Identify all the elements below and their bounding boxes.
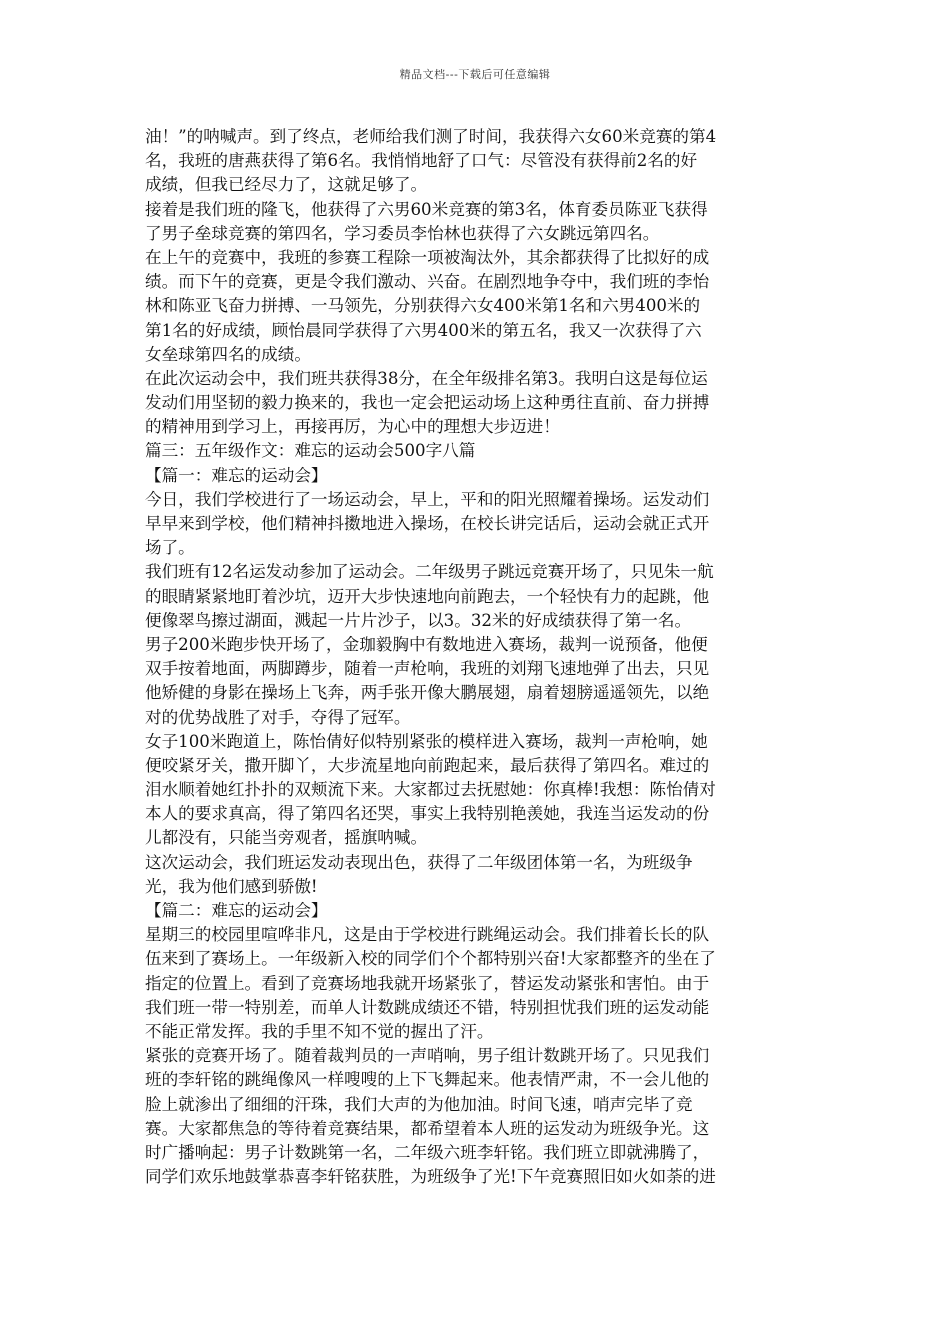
text-line: 我们班有12名运发动参加了运动会。二年级男子跳远竞赛开场了，只见朱一航 [145, 562, 714, 582]
text-line: 泪水顺着她红扑扑的双颊流下来。大家都过去抚慰她：你真棒!我想：陈怡倩对 [145, 780, 716, 800]
text-line: 在此次运动会中，我们班共获得38分，在全年级排名第3。我明白这是每位运 [145, 368, 708, 388]
text-line: 林和陈亚飞奋力拼搏、一马领先，分别获得六女400米第1名和六男400米的 [145, 296, 701, 316]
page-header: 精品文档---下载后可任意编辑 [399, 68, 551, 81]
text-line: 成绩，但我已经尽力了，这就足够了。 [145, 175, 428, 195]
section-heading: 篇三：五年级作文：难忘的运动会500字八篇 [145, 441, 476, 461]
text-line: 紧张的竞赛开场了。随着裁判员的一声哨响，男子组计数跳开场了。只见我们 [145, 1046, 710, 1066]
text-line: 第1名的好成绩，顾怡晨同学获得了六男400米的第五名，我又一次获得了六 [145, 320, 702, 340]
text-line: 接着是我们班的隆飞，他获得了六男60米竞赛的第3名，体育委员陈亚飞获得 [145, 199, 708, 219]
text-line: 场了。 [145, 538, 195, 558]
text-line: 名，我班的唐燕获得了第6名。我悄悄地舒了口气：尽管没有获得前2名的好 [145, 151, 698, 171]
text-line: 他矫健的身影在操场上飞奔，两手张开像大鹏展翅，扇着翅膀遥遥领先，以绝 [145, 683, 710, 703]
text-line: 了男子垒球竞赛的第四名，学习委员李怡林也获得了六女跳远第四名。 [145, 223, 660, 243]
subsection-heading: 【篇一：难忘的运动会】 [145, 465, 328, 485]
document-body [145, 125, 810, 1189]
text-line: 光，我为他们感到骄傲! [145, 876, 318, 896]
text-line: 指定的位置上。看到了竞赛场地我就开场紧张了，替运发动紧张和害怕。由于 [145, 973, 710, 993]
text-line: 我们班一带一特别差，而单人计数跳成绩还不错，特别担忧我们班的运发动能 [145, 997, 710, 1017]
text-line: 儿都没有，只能当旁观者，摇旗呐喊。 [145, 828, 428, 848]
text-line: 的眼睛紧紧地盯着沙坑，迈开大步快速地向前跑去，一个轻快有力的起跳，他 [145, 586, 710, 606]
text-line: 女子100米跑道上，陈怡倩好似特别紧张的模样进入赛场，裁判一声枪响，她 [145, 731, 708, 751]
text-line: 今日，我们学校进行了一场运动会，早上，平和的阳光照耀着操场。运发动们 [145, 489, 710, 509]
text-line: 油！”的呐喊声。到了终点，老师给我们测了时间，我获得六女60米竞赛的第4 [145, 127, 717, 146]
text-line: 的精神用到学习上，再接再厉，为心中的理想大步迈进！ [145, 417, 560, 437]
text-line: 脸上就渗出了细细的汗珠，我们大声的为他加油。时间飞速，哨声完毕了竞 [145, 1094, 693, 1114]
text-line: 赛。大家都焦急的等待着竞赛结果，都希望着本人班的运发动为班级争光。这 [145, 1118, 710, 1138]
text-line: 伍来到了赛场上。一年级新入校的同学们个个都特别兴奋!大家都整齐的坐在了 [145, 949, 716, 969]
text-line: 这次运动会，我们班运发动表现出色，获得了二年级团体第一名，为班级争 [145, 852, 693, 872]
text-line: 便咬紧牙关，撒开脚丫，大步流星地向前跑起来，最后获得了第四名。难过的 [145, 755, 710, 775]
text-line: 绩。而下午的竞赛，更是令我们激动、兴奋。在剧烈地争夺中，我们班的李怡 [145, 272, 710, 292]
text-line: 时广播响起：男子计数跳第一名，二年级六班李轩铭。我们班立即就沸腾了， [145, 1142, 710, 1162]
text-line: 双手按着地面，两脚蹲步，随着一声枪响，我班的刘翔飞速地弹了出去，只见 [145, 659, 710, 679]
text-line: 不能正常发挥。我的手里不知不觉的握出了汗。 [145, 1021, 494, 1041]
text-line: 在上午的竞赛中，我班的参赛工程除一项被淘汰外，其余都获得了比拟好的成 [145, 247, 710, 267]
text-line: 男子200米跑步快开场了，金珈毅胸中有数地进入赛场，裁判一说预备，他便 [145, 634, 708, 654]
subsection-heading: 【篇二：难忘的运动会】 [145, 901, 328, 920]
text-line: 便像翠鸟擦过湖面，溅起一片片沙子，以3。32米的好成绩获得了第一名。 [145, 610, 692, 630]
text-line: 本人的要求真高，得了第四名还哭，事实上我特别艳羡她，我连当运发动的份 [145, 804, 710, 824]
text-line: 发动们用坚韧的毅力换来的，我也一定会把运动场上这种勇往直前、奋力拼搏 [145, 393, 710, 413]
text-line: 对的优势战胜了对手，夺得了冠军。 [145, 707, 411, 727]
text-line: 女垒球第四名的成绩。 [145, 344, 311, 364]
text-line: 星期三的校园里喧哗非凡，这是由于学校进行跳绳运动会。我们排着长长的队 [145, 925, 710, 945]
text-line: 班的李轩铭的跳绳像风一样嗖嗖的上下飞舞起来。他表情严肃，不一会儿他的 [145, 1070, 710, 1090]
text-line: 早早来到学校，他们精神抖擞地进入操场，在校长讲完话后，运动会就正式开 [145, 514, 710, 533]
text-line: 同学们欢乐地鼓掌恭喜李轩铭获胜，为班级争了光!下午竞赛照旧如火如荼的进 [145, 1167, 716, 1187]
